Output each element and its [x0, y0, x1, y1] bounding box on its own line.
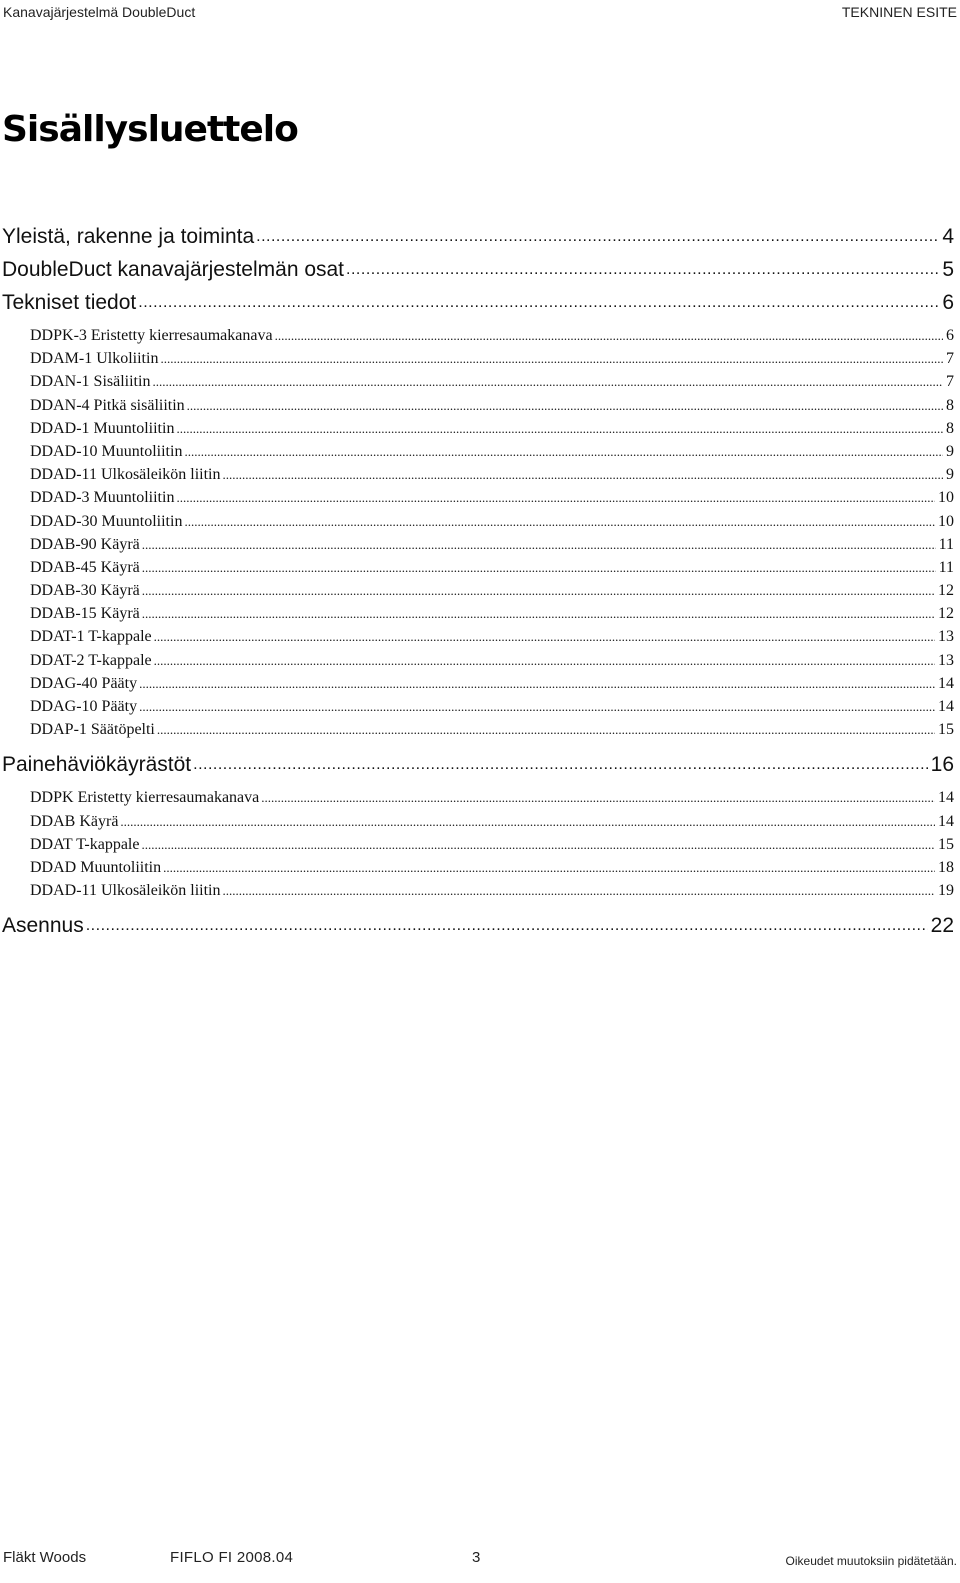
toc-item-page: 8 — [946, 396, 954, 414]
toc-item-label: DDAP-1 Säätöpelti — [30, 721, 155, 739]
toc-item-label: DDAM-1 Ulkoliitin — [30, 350, 159, 368]
toc-section-page: 22 — [930, 913, 954, 937]
toc-item-label: DDAT-2 T-kappale — [30, 651, 152, 669]
toc-item-page: 14 — [938, 698, 954, 715]
toc-item[interactable] — [2, 834, 954, 857]
toc-item[interactable] — [2, 603, 954, 626]
toc-item-label: DDAG-10 Pääty — [30, 698, 138, 715]
dot-leader — [275, 325, 943, 347]
toc-section[interactable] — [2, 253, 954, 286]
toc-item-label: DDAT-1 T-kappale — [30, 628, 152, 646]
toc-item-label: DDAD-11 Ulkosäleikön liitin — [30, 882, 221, 900]
dot-leader — [157, 719, 935, 741]
toc-item-label: DDAB-90 Käyrä — [30, 535, 140, 553]
toc-item-label: DDAN-1 Sisäliitin — [30, 373, 151, 391]
toc-item-label: DDAT T-kappale — [30, 835, 140, 853]
toc-item[interactable] — [2, 880, 954, 903]
toc-item-page: 7 — [946, 373, 954, 391]
toc-section-page: 5 — [942, 257, 954, 281]
dot-leader — [187, 395, 943, 417]
toc-item[interactable] — [2, 395, 954, 418]
toc-item[interactable] — [2, 787, 954, 810]
dot-leader — [256, 224, 939, 250]
dot-leader — [141, 834, 935, 856]
header-document-title: Kanavajärjestelmä DoubleDuct — [3, 4, 196, 20]
toc-item-page: 11 — [938, 558, 954, 576]
toc-item-page: 15 — [938, 721, 954, 739]
toc-item[interactable] — [2, 464, 954, 487]
toc-item-page: 13 — [938, 628, 954, 646]
toc-section-label: Asennus — [2, 913, 84, 937]
toc-item-page: 9 — [946, 442, 954, 460]
toc-item-page: 14 — [938, 789, 954, 807]
toc-item-label: DDAD-1 Muuntoliitin — [30, 419, 175, 437]
toc-item[interactable] — [2, 487, 954, 510]
footer-disclaimer: Oikeudet muutoksiin pidätetään. — [785, 1554, 957, 1568]
dot-leader — [223, 464, 944, 486]
dot-leader — [138, 290, 939, 316]
toc-item-label: DDAD-10 Muuntoliitin — [30, 442, 183, 460]
toc-item-label: DDAB-45 Käyrä — [30, 558, 140, 576]
footer-brand: Fläkt Woods — [3, 1549, 87, 1566]
toc-section-page: 4 — [942, 224, 954, 248]
toc-item[interactable] — [2, 626, 954, 649]
toc-item[interactable] — [2, 857, 954, 880]
toc-item[interactable] — [2, 811, 954, 834]
dot-leader — [142, 603, 935, 625]
toc-section[interactable] — [2, 748, 954, 781]
toc-item-page: 19 — [938, 882, 954, 900]
dot-leader — [139, 673, 935, 695]
toc-section-label: Painehäviökäyrästöt — [2, 752, 192, 776]
toc-item-label: DDAG-40 Pääty — [30, 674, 138, 692]
dot-leader — [346, 257, 939, 283]
toc-item[interactable] — [2, 325, 954, 348]
page-title: Sisällysluettelo — [2, 109, 298, 150]
toc-item[interactable] — [2, 650, 954, 673]
toc-item-page: 12 — [938, 582, 954, 600]
toc-section-label: Tekniset tiedot — [2, 290, 137, 314]
table-of-contents — [2, 220, 954, 942]
dot-leader — [142, 534, 936, 556]
dot-leader — [193, 752, 928, 778]
dot-leader — [86, 913, 928, 939]
toc-item-label: DDAD-30 Muuntoliitin — [30, 512, 183, 530]
toc-item[interactable] — [2, 673, 954, 696]
toc-section-page: 16 — [930, 752, 954, 776]
dot-leader — [223, 880, 936, 902]
toc-item-page: 6 — [946, 327, 954, 344]
toc-item[interactable] — [2, 348, 954, 371]
toc-section[interactable] — [2, 286, 954, 319]
dot-leader — [120, 811, 935, 833]
toc-section-label: DoubleDuct kanavajärjestelmän osat — [2, 257, 345, 281]
toc-item[interactable] — [2, 441, 954, 464]
dot-leader — [160, 348, 943, 370]
dot-leader — [184, 511, 935, 533]
toc-item[interactable] — [2, 580, 954, 603]
toc-item-label: DDAB-30 Käyrä — [30, 582, 140, 600]
toc-item-page: 9 — [946, 466, 954, 484]
dot-leader — [142, 557, 936, 579]
toc-item-label: DDAD-11 Ulkosäleikön liitin — [30, 466, 221, 484]
toc-item[interactable] — [2, 418, 954, 441]
dot-leader — [176, 487, 935, 509]
toc-item-label: DDAB Käyrä — [30, 812, 119, 830]
toc-item-page: 18 — [938, 858, 954, 876]
footer-document-code: FIFLO FI 2008.04 — [170, 1549, 294, 1566]
toc-item-page: 14 — [938, 812, 954, 830]
toc-item[interactable] — [2, 696, 954, 719]
dot-leader — [163, 857, 935, 879]
toc-item-page: 11 — [938, 535, 954, 553]
toc-section-label: Yleistä, rakenne ja toiminta — [2, 224, 255, 248]
footer-page-number: 3 — [472, 1549, 481, 1566]
toc-item-label: DDPK-3 Eristetty kierresaumakanava — [30, 327, 273, 344]
toc-item-label: DDPK Eristetty kierresaumakanava — [30, 789, 260, 807]
toc-item[interactable] — [2, 719, 954, 742]
dot-leader — [139, 696, 935, 718]
toc-item-label: DDAN-4 Pitkä sisäliitin — [30, 396, 185, 414]
header-document-type: TEKNINEN ESITE — [841, 4, 957, 20]
toc-item-label: DDAD-3 Muuntoliitin — [30, 489, 175, 507]
dot-leader — [154, 626, 935, 648]
dot-leader — [261, 787, 935, 809]
toc-item-page: 13 — [938, 651, 954, 669]
toc-item-label: DDAD Muuntoliitin — [30, 858, 162, 876]
toc-item-page: 15 — [938, 835, 954, 853]
toc-item-page: 8 — [946, 419, 954, 437]
dot-leader — [154, 650, 935, 672]
toc-item-label: DDAB-15 Käyrä — [30, 605, 140, 623]
dot-leader — [184, 441, 943, 463]
toc-item-page: 10 — [938, 512, 954, 530]
dot-leader — [142, 580, 935, 602]
toc-item-page: 12 — [938, 605, 954, 623]
toc-item-page: 14 — [938, 674, 954, 692]
toc-section-page: 6 — [942, 290, 954, 314]
toc-item[interactable] — [2, 557, 954, 580]
toc-item[interactable] — [2, 534, 954, 557]
toc-item-page: 10 — [938, 489, 954, 507]
dot-leader — [152, 371, 943, 393]
toc-section[interactable] — [2, 220, 954, 253]
dot-leader — [176, 418, 943, 440]
toc-item[interactable] — [2, 511, 954, 534]
toc-item[interactable] — [2, 371, 954, 394]
toc-section[interactable] — [2, 909, 954, 942]
toc-item-page: 7 — [946, 350, 954, 368]
